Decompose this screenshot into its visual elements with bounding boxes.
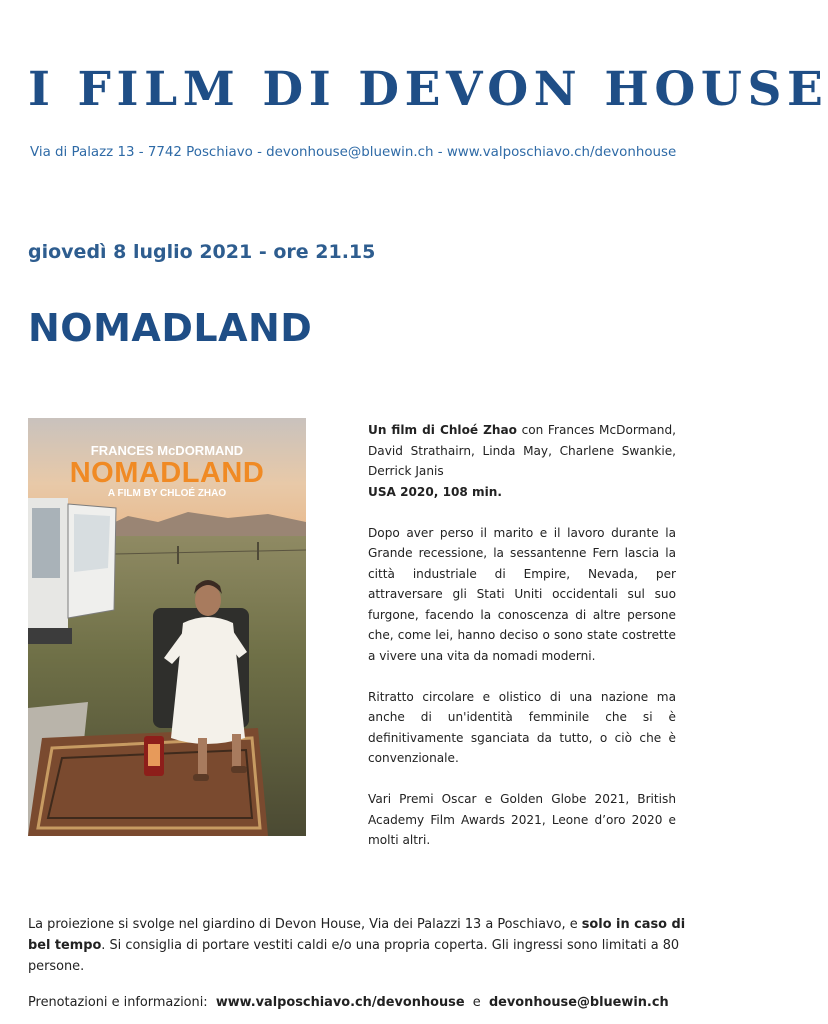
film-awards: Vari Premi Oscar e Golden Globe 2021, British Academy Film Awards 2021, Leone d’oro 2020 e molti altri. [368,792,676,847]
film-production [368,482,676,503]
film-title: NOMADLAND [28,306,313,350]
contact-conjunction: e [472,995,481,1010]
page-title: I FILM DI DEVON HOUSE [28,62,828,117]
contact-line [28,995,708,1010]
film-credits [368,420,676,482]
screening-notice [28,914,688,977]
contact-label: Prenotazioni e informazioni: [28,995,208,1010]
contact-email-link[interactable]: devonhouse@bluewin.ch [488,995,669,1010]
film-description [368,420,676,871]
film-synopsis: Dopo aver perso il marito e il lavoro durante la Grande recessione, la sessantenne Fern lascia la città industriale di Empire, Nevada, per attraversare gli Stati Uniti occidentali sul suo furgone, facendo la conoscenza di altre persone che, come lei, hanno deciso o sono state costrette a vivere una vita da nomadi moderni. [368,525,676,663]
notice-bold: solo in caso di bel tempo [28,917,686,953]
credits-cast: con Frances McDormand, David Strathairn, Linda May, Charlene Swankie, Derrick Janis [368,423,676,478]
poster-tagline: A FILM BY CHLOÉ ZHAO [107,488,227,499]
address-line: Via di Palazz 13 - 7742 Poschiavo - devonhouse@bluewin.ch - www.valposchiavo.ch/devonhouse [30,145,677,160]
event-date: giovedì 8 luglio 2021 - ore 21.15 [28,241,376,263]
poster-title: NOMADLAND [69,457,265,489]
contact-website-link[interactable]: www.valposchiavo.ch/devonhouse [215,995,465,1010]
notice-text-1: La proiezione si svolge nel giardino di Devon House, Via dei Palazzi 13 a Poschiavo, e [28,917,582,932]
production-info: USA 2020, 108 min. [368,484,502,499]
credits-director: Un film di Chloé Zhao [368,423,517,437]
film-portrait: Ritratto circolare e olistico di una nazione ma anche di un'identità femminile che si è definitivamente sganciata da tutto, o ciò che è convenzionale. [368,689,676,765]
film-poster [28,418,306,836]
poster-actor: FRANCES McDORMAND [90,443,244,458]
notice-text-2: . Si consiglia di portare vestiti caldi e/o una propria coperta. Gli ingressi sono limitati a 80 persone. [28,938,680,974]
poster-artwork [28,418,306,836]
